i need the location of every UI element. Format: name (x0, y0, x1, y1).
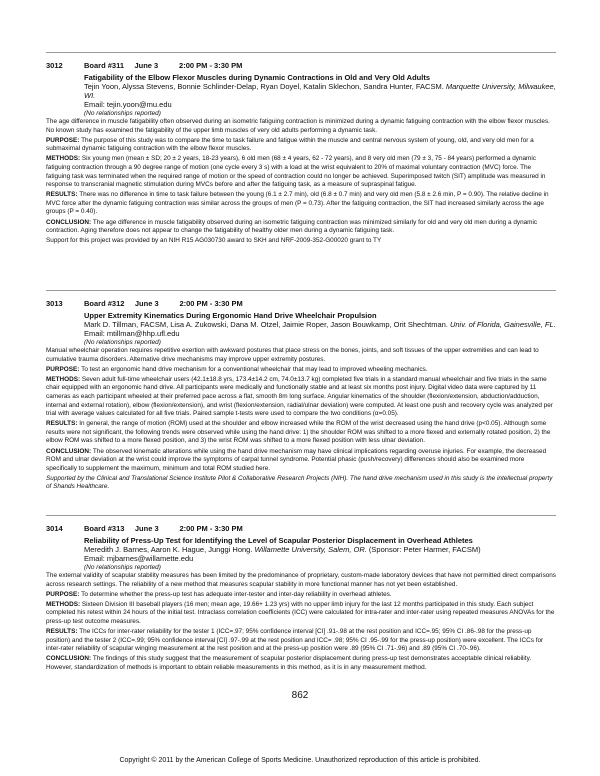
abstract-affiliation: Univ. of Florida, Gainesville, FL. (449, 320, 556, 329)
abstract-title: Upper Extremity Kinematics During Ergonomic Hand Drive Wheelchair Propulsion (84, 311, 377, 320)
abstract-3013 (46, 299, 556, 494)
paragraph: The age difference in muscle fatigability often observed during an isometric fatiguing contraction is minimized during a dynamic fatiguing contraction with the elbow flexor muscles. No known study has examined the fatigability of the upper limb muscles of very old adults performing a dynamic task. (46, 118, 550, 134)
paragraph-results: RESULTS: The ICCs for inter-rater reliability for the tester 1 (ICC=.97; 95% confidence interval [CI] .91-.98 at the rest position and ICC=.95; 95% CI .86-.98 for the press-up position) and the tester 2 (ICC=.99; 95% confidence interval [CI] .97-.99 at the rest position and ICC= .98; 95% CI .95-.99 for the press-up position) were excellent. The ICCs for inter-rater reliability of scapular winging measurement at the rest position and at the press-up position were .89 (95% CI .71-.96) and .89 (95% CI .70-.96). (46, 628, 544, 653)
relationships-note: (No relationships reported) (84, 339, 161, 346)
paragraph-methods: METHODS: Sixteen Division III baseball players (16 men; mean age, 19.66+ 1.23 yrs) with no upper limb injury for the last 12 months participated in this study. Each subject completed his retest within 24 hours of the initial test. Intraclass correlation coefficients (ICC) were calculated for intra-rater and inter-rater using repeated measures ANOVAs for the press-up test outcome measures. (46, 600, 555, 625)
paragraph-results: RESULTS: In general, the range of motion (ROM) used at the shoulder and elbow increased while the ROM of the wrist decreased using the hand drive (p<0.05). Although some results were not significant, the following trends were observed while using the hand drive: 1) the shoulder ROM was shifted to a more flexed and externally rotated position, 2) the elbow ROM was shifted to a more flexed position, and 3) the wrist ROM was shifted to a more flexed position with less ulnar deviation. (46, 420, 551, 445)
abstract-title: Fatigability of the Elbow Flexor Muscles during Dynamic Contractions in Old and Very Old Adults (84, 73, 431, 82)
abstract-authors: Tejin Yoon, Alyssa Stevens, Bonnie Schlinder-Delap, Ryan Doyel, Katalin Sklechon, Sandra Hunter, FACSM. Marquette University, Milwaukee, WI. (84, 82, 556, 100)
paragraph-conclusion: CONCLUSION: The observed kinematic alterations while using the hand drive mechanism may have clinical implications regarding overuse injuries. For example, the decreased ROM and ulnar deviation at the wrist could improve the symptoms of carpal tunnel syndrome. Potential phasic (push/recovery) differences should also be examined more specifically to supplement the maximum, minimum and total ROM studied here. (46, 447, 547, 472)
separator-line (46, 290, 556, 291)
abstract-email: Email: tejin.yoon@mu.edu (84, 100, 172, 109)
paragraph-support: Supported by the Clinical and Translational Science Institute Pilot & Collaborative Research Projects (NIH). The hand drive mechanism used in this study is the intellectual property of Shands Healthcare. (46, 474, 553, 491)
abstract-affiliation: Marquette University, Milwaukee, WI. (84, 82, 556, 100)
paragraph-results: RESULTS: There was no difference in time to task failure between the young (6.1 ± 2.7 min), old (6.8 ± 0.7 min) and very old men (5.8 ± 2.6 min, P = 0.90). The relative decline in MVC force after the dynamic fatiguing contraction was similar across the groups of men (P = 0.73). After the fatiguing contraction, the SIT had increased similarly across the age groups (P = 0.40). (46, 191, 549, 216)
abstract-meta: Board #312 June 3 2:00 PM - 3:30 PM (84, 299, 243, 308)
paragraph-purpose: PURPOSE: The purpose of this study was to compare the time to task failure and fatigue within the muscle and central nervous system of young, old, and very old men for a submaximal dynamic fatiguing contraction with the elbow flexor muscles. (46, 136, 534, 153)
paragraph-purpose: PURPOSE: To determine whether the press-up test has adequate inter-tester and inter-day reliability in overhead athletes. (46, 590, 392, 598)
abstract-sponsor: (Sponsor: Peter Harmer, FACSM) (366, 545, 481, 554)
abstract-number: 3012 (46, 61, 63, 70)
abstract-authors: Mark D. Tillman, FACSM, Lisa A. Zukowski, Dana M. Otzel, Jaimie Roper, Jason Bouwkamp, Orit Shechtman. Univ. of Florida, Gainesville, FL. (84, 320, 556, 329)
paragraph-conclusion: CONCLUSION: The findings of this study suggest that the measurement of scapular posterior displacement during press-up test demonstrates acceptable clinical reliability. However, standardization of methods is important to obtain reliable measurements in this method, as it is in any measurement method. (46, 655, 532, 671)
abstract-email: Email: mjbarnes@willamette.edu (84, 554, 194, 563)
abstract-meta: Board #311 June 3 2:00 PM - 3:30 PM (84, 61, 243, 70)
paragraph-conclusion: CONCLUSION: The age difference in muscle fatigability observed during an isometric fatiguing contraction was minimized similarly for old and very old men during a dynamic contraction. Aging therefore does not appear to change the fatigability of healthy older men during a dynamic fatiguing task. (46, 218, 538, 235)
paragraph-methods: METHODS: Six young men (mean ± SD; 20 ± 2 years, 18-23 years), 6 old men (68 ± 4 years, 62 - 72 years), and 8 very old men (79 ± 3, 75 - 84 years) performed a dynamic fatiguing contraction through a 90 degree range of motion (one cycle every 3 s) with a load at the wrist equivalent to 20% of maximal voluntary contraction (MVC) force. The fatiguing task was terminated when the required range of motion or the speed of contraction could no longer be achieved. Superimposed twitch (SIT) amplitude was measured in response to transcranial magnetic stimulation during MVCs before and after the fatiguing task, as a measure of supraspinal fatigue. (46, 155, 546, 189)
paragraph: Manual wheelchair operation requires repetitive exertion with awkward postures that place stress on the bones, joints, and soft tissues of the upper extremities and can lead to cumulative trauma disorders. Alternative drive mechanisms may improve upper extremity postures. (46, 347, 539, 363)
paragraph-purpose: PURPOSE: To test an ergonomic hand drive mechanism for a conventional wheelchair that may lead to improved wheeling mechanics. (46, 365, 428, 373)
abstract-body (46, 572, 556, 673)
page-number: 862 (291, 690, 309, 701)
paragraph-support: Support for this project was provided by an NIH R15 AG030730 award to SKH and NRF-2009-352-G00020 grant to TY (46, 237, 382, 245)
abstract-3012 (46, 61, 556, 247)
abstract-email: Email: mtillman@hhp.ufl.edu (84, 329, 180, 338)
abstract-number: 3013 (46, 299, 63, 308)
paragraph-methods: METHODS: Seven adult full-time wheelchair users (42.1±18.8 yrs, 173.4±14.2 cm, 74.0±13.7 kg) completed five trials in a standard manual wheelchair and five trials in the same chair equipped with an ergonomic hand drive. All participants were medically and functionally stable and at least six months post injury. Digital video data were captured by 11 cameras as each participant wheeled at their preferred pace across a flat, smooth 8m long surface. Angular kinematics of the shoulder (flexion/extension, abduction/adduction, internal and external rotation), elbow (flexion/extension), and wrist (flexion/extension, radial/ulnar deviation) were computed. At least one push and recovery cycle was analyzed per trial with average values calculated for all five trials. Paired sample t-tests were used to compare the two conditions (α=0.05). (46, 375, 553, 418)
abstract-number: 3014 (46, 524, 63, 533)
separator-line (46, 515, 556, 516)
copyright-footer: Copyright © 2011 by the American College of Sports Medicine. Unauthorized reproduction of this article is prohibited. (119, 757, 481, 764)
abstract-title: Reliability of Press-Up Test for Identifying the Level of Scapular Posterior Displacement in Overhead Athletes (84, 536, 473, 545)
abstract-body (46, 118, 556, 246)
abstract-affiliation: Willamette University, Salem, OR. (254, 545, 367, 554)
separator-line (46, 52, 556, 53)
relationships-note: (No relationships reported) (84, 564, 161, 571)
abstract-body (46, 347, 556, 492)
relationships-note: (No relationships reported) (84, 110, 161, 117)
abstract-meta: Board #313 June 3 2:00 PM - 3:30 PM (84, 524, 243, 533)
paragraph: The external validity of scapular stability measures has been limited by the predominance of proprietary, custom-made laboratory devices that have not permitted direct comparisons across research settings. The reliability of a new method that measures scapular stability in more functional manner has not yet been established. (46, 572, 556, 588)
abstract-3014 (46, 524, 556, 674)
abstract-authors: Meredith J. Barnes, Aaron K. Hague, Junggi Hong. Willamette University, Salem, OR. (Sponsor: Peter Harmer, FACSM) (84, 545, 481, 554)
